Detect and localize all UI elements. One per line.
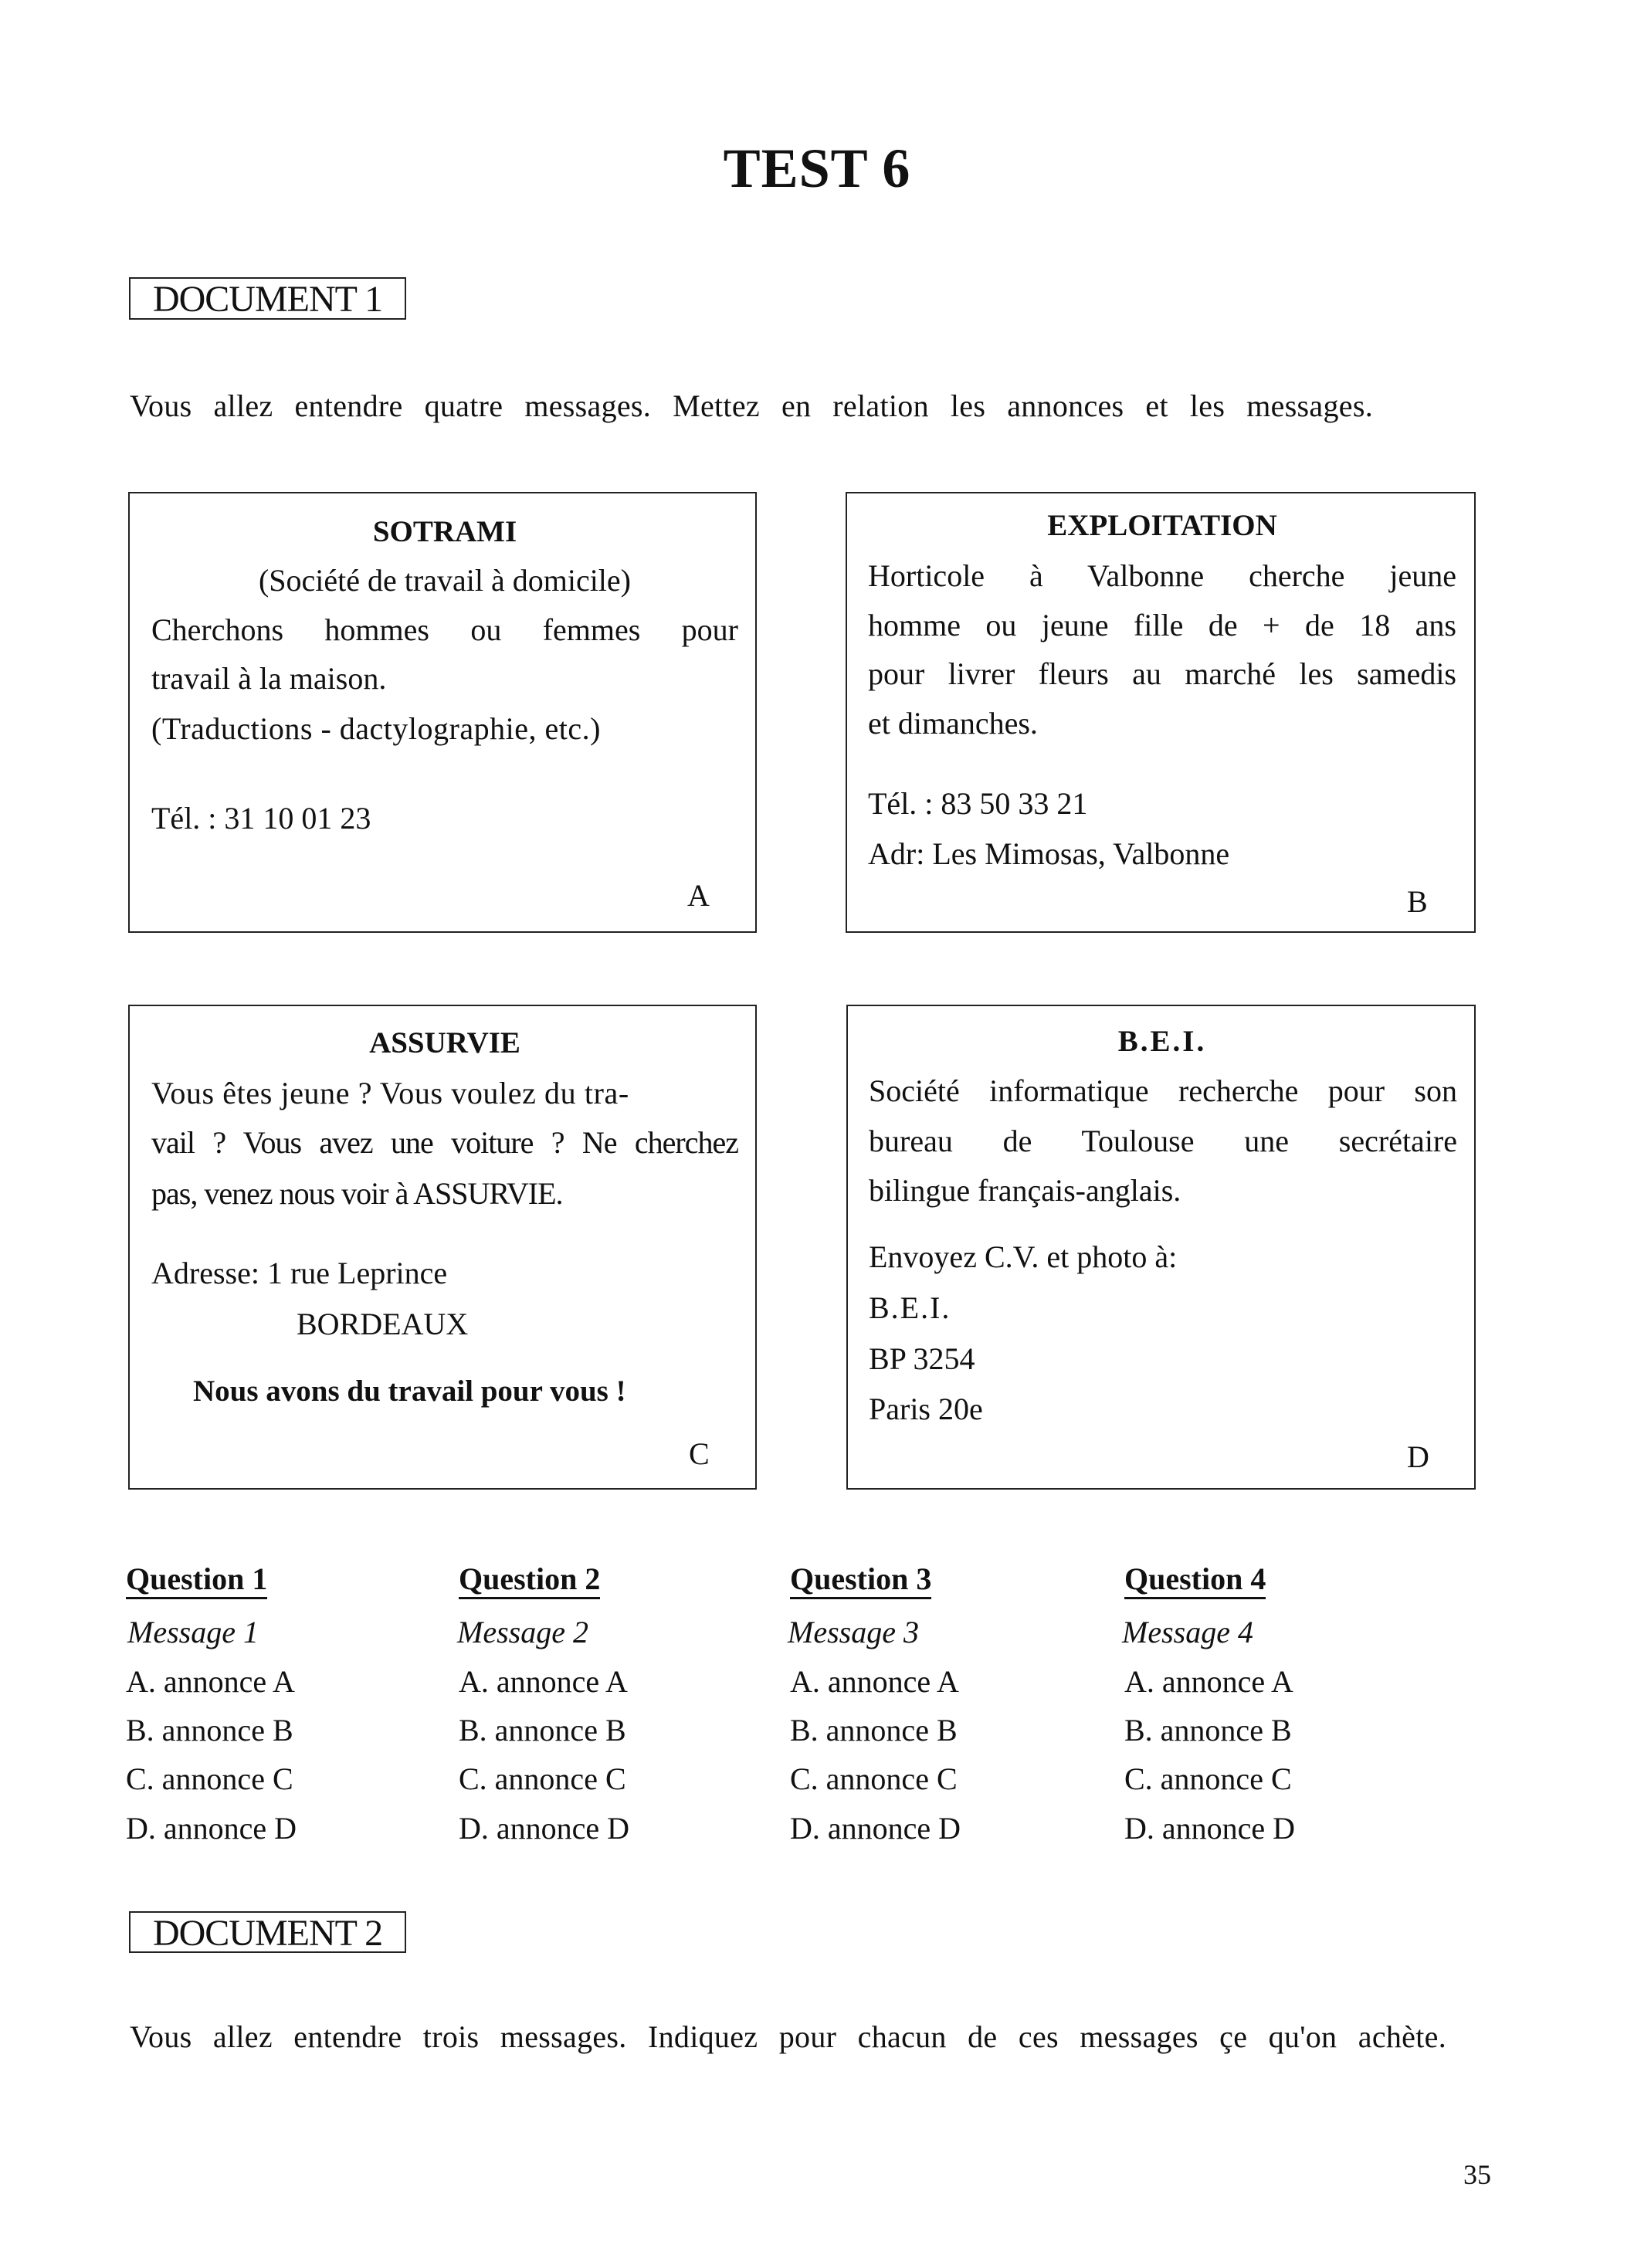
question-1-option-a[interactable]: A. annonce A — [126, 1664, 295, 1699]
ad-b-line: homme ou jeune fille de + de 18 ans — [868, 608, 1456, 642]
question-4-option-b[interactable]: B. annonce B — [1124, 1713, 1292, 1748]
ad-d-line: B.E.I. — [869, 1290, 951, 1325]
question-3-option-a[interactable]: A. annonce A — [790, 1664, 959, 1699]
ad-c-slogan: Nous avons du travail pour vous ! — [193, 1375, 626, 1408]
ad-b-line: pour livrer fleurs au marché les samedis — [868, 656, 1456, 691]
ad-c-letter: C — [689, 1436, 710, 1471]
ad-d-line: Paris 20e — [869, 1392, 983, 1426]
ad-b-address: Adr: Les Mimosas, Valbonne — [868, 836, 1230, 871]
ad-d-line: Envoyez C.V. et photo à: — [869, 1239, 1178, 1274]
ad-b-title: EXPLOITATION — [1047, 509, 1277, 542]
ad-a-line: (Société de travail à domicile) — [258, 563, 631, 598]
ad-a-letter: A — [687, 878, 710, 913]
question-4-option-d[interactable]: D. annonce D — [1124, 1811, 1296, 1846]
ad-a-line: Cherchons hommes ou femmes pour — [151, 612, 738, 647]
ad-d-line: Société informatique recherche pour son — [869, 1073, 1457, 1108]
document-2-instruction: Vous allez entendre trois messages. Indiquez pour chacun de ces messages çe qu'on achète. — [130, 2019, 1446, 2054]
document-2-label-text: DOCUMENT 2 — [152, 1913, 383, 1954]
ad-d-letter: D — [1407, 1439, 1429, 1474]
question-4-message: Message 4 — [1122, 1615, 1253, 1649]
ad-d-line: BP 3254 — [869, 1341, 975, 1376]
ad-d-line: bilingue français-anglais. — [869, 1173, 1181, 1208]
ad-d-line: bureau de Toulouse une secrétaire — [869, 1124, 1457, 1158]
page-title: TEST 6 — [723, 137, 911, 199]
document-2-label — [129, 1911, 406, 1953]
ad-c-line: pas, venez nous voir à ASSURVIE. — [151, 1176, 563, 1211]
document-1-label — [129, 277, 406, 320]
ad-a-phone: Tél. : 31 10 01 23 — [151, 801, 371, 836]
question-3-option-d[interactable]: D. annonce D — [790, 1811, 961, 1846]
question-1-option-d[interactable]: D. annonce D — [126, 1811, 297, 1846]
question-1-option-c[interactable]: C. annonce C — [126, 1761, 293, 1796]
document-1-instruction: Vous allez entendre quatre messages. Mettez en relation les annonces et les messages. — [130, 388, 1373, 423]
ad-b-line: et dimanches. — [868, 706, 1038, 741]
question-2-option-a[interactable]: A. annonce A — [459, 1664, 628, 1699]
ad-a-line: (Traductions - dactylographie, etc.) — [151, 711, 601, 746]
ad-a-title: SOTRAMI — [372, 515, 517, 548]
question-2-label: Question 2 — [459, 1564, 600, 1599]
ad-b-letter: B — [1407, 884, 1428, 919]
page-number: 35 — [1463, 2159, 1491, 2190]
document-1-label-text: DOCUMENT 1 — [152, 279, 383, 320]
question-3-message: Message 3 — [788, 1615, 919, 1649]
question-2-option-c[interactable]: C. annonce C — [459, 1761, 626, 1796]
ad-c-city: BORDEAUX — [297, 1307, 469, 1341]
question-2-option-b[interactable]: B. annonce B — [459, 1713, 626, 1748]
question-1-message: Message 1 — [127, 1615, 259, 1649]
question-4-label: Question 4 — [1124, 1564, 1266, 1599]
ad-d-title: B.E.I. — [1117, 1025, 1207, 1058]
question-3-option-b[interactable]: B. annonce B — [790, 1713, 958, 1748]
question-3-option-c[interactable]: C. annonce C — [790, 1761, 958, 1796]
question-2-message: Message 2 — [457, 1615, 588, 1649]
ad-b-phone: Tél. : 83 50 33 21 — [868, 786, 1088, 821]
ad-c-line: Vous êtes jeune ? Vous voulez du tra- — [151, 1076, 629, 1110]
ad-c-address: Adresse: 1 rue Leprince — [151, 1256, 448, 1290]
ad-b-line: Horticole à Valbonne cherche jeune — [868, 558, 1456, 593]
question-4-option-c[interactable]: C. annonce C — [1124, 1761, 1292, 1796]
question-2-option-d[interactable]: D. annonce D — [459, 1811, 630, 1846]
ad-c-line: vail ? Vous avez une voiture ? Ne cherchez — [151, 1125, 738, 1160]
question-3-label: Question 3 — [790, 1564, 931, 1599]
question-4-option-a[interactable]: A. annonce A — [1124, 1664, 1293, 1699]
question-1-option-b[interactable]: B. annonce B — [126, 1713, 293, 1748]
question-1-label: Question 1 — [126, 1564, 267, 1599]
ad-a-line: travail à la maison. — [151, 661, 387, 696]
ad-c-title: ASSURVIE — [369, 1026, 520, 1059]
